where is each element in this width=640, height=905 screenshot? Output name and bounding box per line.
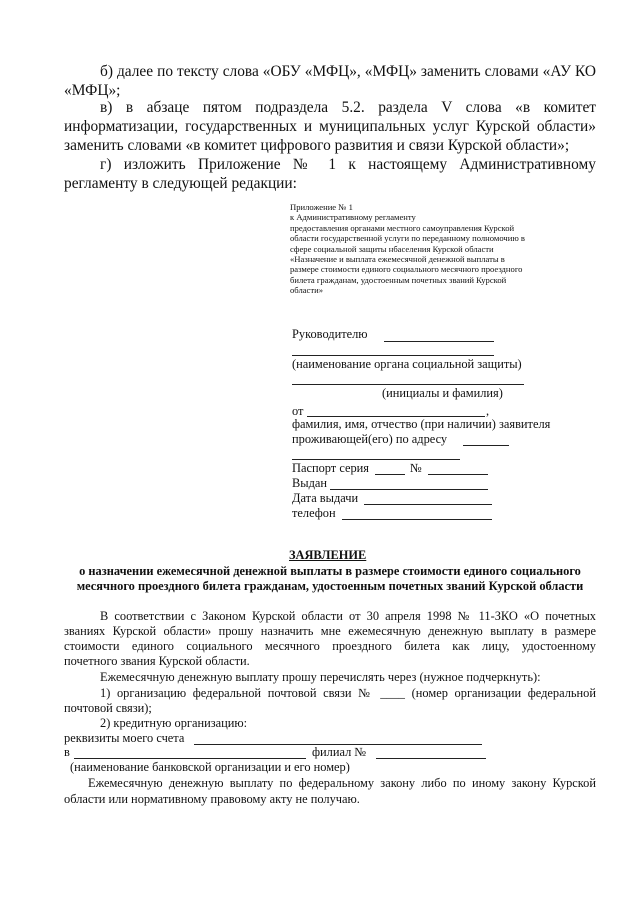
passport-series-line bbox=[375, 474, 405, 475]
appendix-note-line: сфере социальной защиты нбаселения Курской области bbox=[290, 243, 494, 254]
intro-g-line2: регламенту в следующей редакции: bbox=[64, 175, 297, 192]
appendix-note bbox=[290, 202, 525, 296]
head-label: Руководителю bbox=[292, 327, 368, 341]
address-line-2 bbox=[292, 459, 460, 460]
intro-v-line1: в) в абзаце пятом подраздела 5.2. раздела V слова «в комитет bbox=[100, 99, 596, 116]
from-label: от bbox=[292, 404, 304, 418]
body-p1-line1: В соответствии с Законом Курской области от 30 апреля 1998 № 11-ЗКО «О почетных bbox=[100, 609, 596, 623]
statement-subtitle-line2: месячного проездного билета гражданам, удостоенным почетных званий Курской области bbox=[76, 579, 584, 593]
body-p1-line3: стоимости единого социального месячного проездного билета как лицу, удостоенному bbox=[64, 639, 596, 653]
intro-b-line1: б) далее по тексту слова «ОБУ «МФЦ», «МФЦ» заменить словами «АУ КО bbox=[100, 63, 596, 80]
issue-date-line bbox=[364, 504, 492, 505]
intro-g-line1: г) изложить Приложение № 1 к настоящему Административному bbox=[100, 156, 596, 173]
body-p5-line1: Ежемесячную денежную выплату по федеральному закону либо по иному закону Курской bbox=[88, 776, 596, 790]
intro-v-line3: заменить словами «в комитет цифрового развития и связи Курской области»; bbox=[64, 137, 570, 154]
org-line bbox=[292, 355, 494, 356]
bank-line bbox=[74, 758, 306, 759]
org-caption: (наименование органа социальной защиты) bbox=[292, 357, 522, 371]
appendix-note-line: к Административному регламенту bbox=[290, 212, 416, 223]
account-label: реквизиты моего счета bbox=[64, 731, 185, 745]
appendix-note-line: Приложение № 1 bbox=[290, 202, 353, 212]
head-line bbox=[384, 341, 494, 342]
statement-title: ЗАЯВЛЕНИЕ bbox=[289, 548, 367, 562]
issued-line bbox=[330, 489, 488, 490]
statement-subtitle-line1: о назначении ежемесячной денежной выплаты в размере стоимости единого социального bbox=[79, 564, 581, 578]
issue-date-label: Дата выдачи bbox=[292, 491, 359, 505]
body-p2: Ежемесячную денежную выплату прошу перечислять через (нужное подчеркнуть): bbox=[100, 670, 541, 684]
appendix-note-line: предоставления органами местного самоуправления Курской bbox=[290, 222, 515, 233]
body-p4: 2) кредитную организацию: bbox=[100, 716, 248, 730]
body-p3-line2: почтовой связи); bbox=[64, 701, 152, 715]
address-label: проживающей(его) по адресу bbox=[292, 432, 448, 446]
branch-label: филиал № bbox=[312, 745, 367, 759]
body-p1-line4: почетного звания Курской области. bbox=[64, 654, 250, 668]
issued-label: Выдан bbox=[292, 476, 328, 490]
branch-line bbox=[376, 758, 486, 759]
passport-label: Паспорт серия bbox=[292, 461, 369, 475]
in-label: в bbox=[64, 745, 70, 759]
intro-b-line2: «МФЦ»; bbox=[64, 82, 121, 99]
appendix-note-line: размере стоимости единого социального месячного проездного bbox=[290, 264, 523, 275]
from-comma: , bbox=[486, 404, 490, 418]
appendix-note-line: области» bbox=[290, 285, 324, 296]
bank-caption: (наименование банковской организации и его номер) bbox=[70, 760, 350, 774]
body-p1-line2: званиях Курской области» прошу назначить мне ежемесячную денежную выплату в размере bbox=[64, 624, 596, 638]
fio-caption: фамилия, имя, отчество (при наличии) заявителя bbox=[292, 417, 551, 431]
initials-caption: (инициалы и фамилия) bbox=[382, 386, 503, 400]
phone-label: телефон bbox=[292, 506, 336, 520]
body-p5-line2: области или нормативному правовому акту не получаю. bbox=[64, 792, 360, 806]
phone-line bbox=[342, 519, 492, 520]
appendix-note-line: «Назначение и выплата ежемесячной денежной выплаты в bbox=[290, 254, 505, 265]
initials-line bbox=[292, 384, 524, 385]
number-label: № bbox=[410, 461, 422, 475]
address-line bbox=[463, 445, 509, 446]
passport-number-line bbox=[428, 474, 488, 475]
appendix-note-line: билета гражданам, удостоенным почетных званий Курской bbox=[290, 274, 507, 285]
appendix-note-line: области государственной услуги по переданному полномочию в bbox=[290, 233, 525, 244]
intro-v-line2: информатизации, государственных и муниципальных услуг Курской области» bbox=[64, 118, 596, 135]
body-p3-line1: 1) организацию федеральной почтовой связи № ____ (номер организации федеральной bbox=[100, 686, 596, 700]
